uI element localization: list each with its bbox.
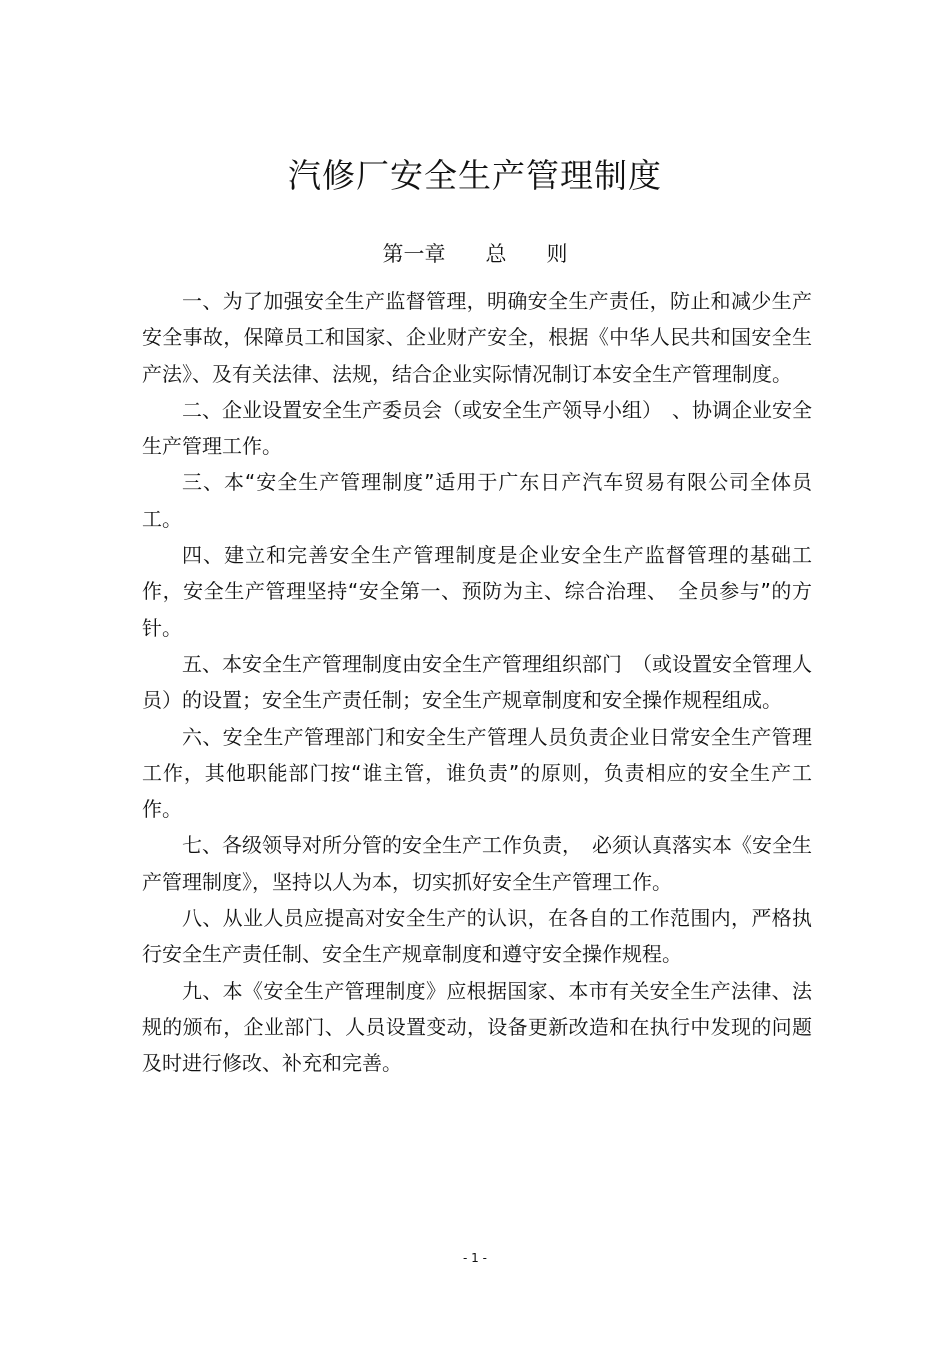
paragraph-9: 九、本《安全生产管理制度》应根据国家、本市有关安全生产法律、法规的颁布，企业部门、人员设置变动，设备更新改造和在执行中发现的问题及时进行修改、补充和完善。 (142, 978, 812, 1076)
paragraph-7: 七、各级领导对所分管的安全生产工作负责， 必须认真落实本《安全生产管理制度》，坚持以人为本，切实抓好安全生产管理工作。 (142, 833, 812, 894)
chapter-word-1: 总 (485, 242, 507, 266)
chapter-heading (0, 238, 950, 270)
document-title: 汽修厂安全生产管理制度 (288, 156, 662, 195)
paragraph-8: 八、从业人员应提高对安全生产的认识，在各自的工作范围内，严格执行安全生产责任制、安全生产规章制度和遵守安全操作规程。 (142, 906, 812, 967)
paragraph-1: 一、为了加强安全生产监督管理，明确安全生产责任，防止和减少生产安全事故，保障员工和国家、企业财产安全，根据《中华人民共和国安全生产法》、及有关法律、法规，结合企业实际情况制订本安全生产管理制度。 (142, 289, 812, 386)
paragraph-6: 六、安全生产管理部门和安全生产管理人员负责企业日常安全生产管理工作，其他职能部门按“谁主管，谁负责”的原则，负责相应的安全生产工作。 (142, 724, 812, 822)
chapter-number: 第一章 (382, 242, 446, 266)
paragraph-3: 三、本“安全生产管理制度”适用于广东日产汽车贸易有限公司全体员工。 (142, 470, 812, 531)
paragraph-4: 四、建立和完善安全生产管理制度是企业安全生产监督管理的基础工作，安全生产管理坚持“安全第一、预防为主、综合治理、 全员参与”的方针。 (142, 543, 812, 640)
paragraph-5: 五、本安全生产管理制度由安全生产管理组织部门 （或设置安全管理人员）的设置；安全生产责任制；安全生产规章制度和安全操作规程组成。 (142, 651, 812, 713)
body-text (142, 283, 812, 1082)
page-number: - 1 - (463, 1251, 487, 1265)
chapter-word-2: 则 (546, 242, 568, 266)
paragraph-2: 二、企业设置安全生产委员会（或安全生产领导小组） 、协调企业安全生产管理工作。 (142, 397, 812, 459)
